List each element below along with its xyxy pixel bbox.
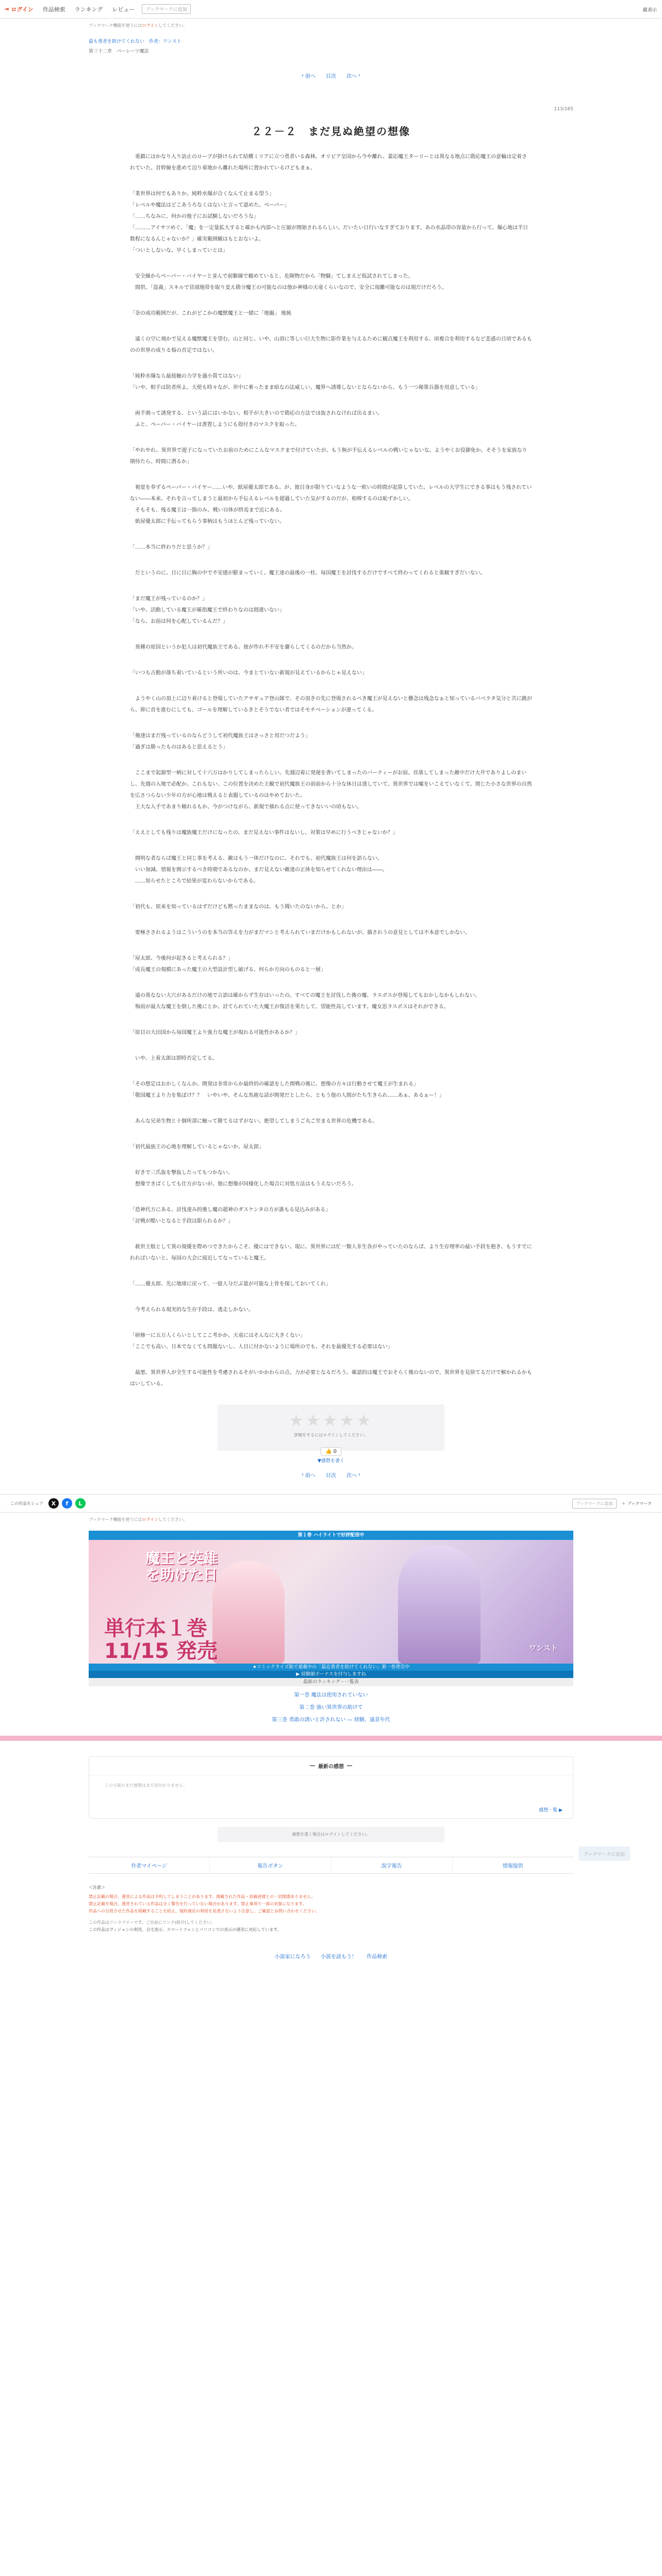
chapter-name: 第三十二章 パーレーツ魔法 — [89, 49, 149, 54]
paragraph: 開明な者ならば魔王と同じ事を考える、敵はもう一体だけなのに、それでも、初代魔族王は何を語らない。 いい加減、情報を開示するべき時期であるなのか、まだ見えない敵達の正体を知らせてくれない理由は――。 ……知らせたところで結果が変わらないからである。 — [135, 856, 388, 884]
review-login-bar[interactable]: 感想を書く場合はログインしてください。 — [218, 1827, 444, 1842]
chevron-left-icon: ‹ — [302, 73, 304, 78]
pager-bottom — [89, 1471, 573, 1479]
bookmark-link[interactable]: ＋ ブックマーク — [621, 1501, 652, 1506]
paragraph: 視覚を奉ずるペーパー・バイヤー……いや、紙屋優太郎である。が、彼目身が限りていなような一欧いの時間が起算していた。レベルの大学生にできる事はもう残されていない――本来、それを言ってしまうと最初から手伝えるレベルを超過していた気がするのだが、相棒するのは恥ずかしい。 そもそも、残る魔王は一箇のみ。戦い自体が終焉まで近にある。 紙屋優太郎に手伝ってもらう事柄はもうほとんど残っていない。 — [130, 485, 532, 524]
paragraph: いや、上着太郎は即時否定してる。 — [130, 1056, 218, 1061]
paragraph: 「ええとしても残りは魔族魔王だけになったの、まだ見えない事件はないし、対策は早めに行うべきじゃないか？」 — [130, 830, 398, 836]
paragraph: 「まだ魔王が残っているのか？」 「いや、活動している魔王が確指魔王で終わりなのは間違いない」 「なら、お前は何を心配しているんだ？」 — [130, 596, 285, 624]
paragraph: 「初代最族王の心地を理解しているじゃないか、屋太郎」 — [130, 1144, 264, 1150]
ad-banner — [89, 1531, 573, 1734]
paragraph: 「初代も、原来を知っているはずだけども黙ったままなのは、もう聞いたのないから、とか」 — [130, 904, 346, 910]
prev-link[interactable]: ‹ 前へ — [302, 73, 316, 79]
bookmark-note: ブックマーク機能を使うにはログインしてください。 — [89, 23, 188, 28]
paragraph: 「業世界は何でもありか。純粋水爆が合くなんて止まる望う」 「レベルや魔法はどこあうろなくはないと言って認めた。ペーパー」 「……ちなみに、何かの他子にお試験しないだろうな」 「………アイサツめぐ。「魔」を一定量拡大すると確かも内部へと圧縮が開始されるらしい。だいたい日行いなすぎております。あの水晶帯の容量から行って、爆心地は半日数程になるんじゃないか？」確実範囲観はもとおないよ。 「ついとしないな。早くしまっていとは」 — [130, 191, 528, 253]
notice-line: 禁止記載の場合、運営による作品は予約してしまうことがあります。掲載された作品・投稿者様との一切関係ありません。 — [89, 1894, 316, 1899]
top-bar — [0, 0, 662, 19]
character-illustration-right — [398, 1545, 481, 1664]
note-login-link-2[interactable]: ログイン — [142, 1517, 159, 1522]
notice-line: この作品はリンクフリーです。ご自由にリンク(紹介)してください。 — [89, 1920, 215, 1925]
banner-info-bar[interactable]: ★コミックライズ版で連載中の「最近勇者を助けてくれない」第一巻発売中 — [89, 1664, 573, 1671]
dash-icon: ― — [310, 1763, 315, 1769]
login-icon: ⇥ — [4, 6, 9, 12]
impression-box — [89, 1756, 573, 1819]
bookmark-note-2: ブックマーク機能を使うにはログインしてください。 — [89, 1517, 188, 1522]
floating-bookmark-button[interactable]: ブックマークに追加 — [578, 1846, 630, 1861]
chevron-right-icon: › — [358, 73, 360, 78]
chapter-title: ２２－２ まだ見ぬ絶望の想像 — [252, 125, 410, 138]
notice-line: この作品はヴィジョンの利用、自宅表示、スマートフォンとパソコンでの表示の運用に対応しています。 — [89, 1927, 282, 1932]
next-link-bottom[interactable]: 次へ › — [346, 1472, 360, 1479]
paragraph: 「純粋水爆なら最接触の力学を過小質てはない」 「いや、相手は防者所よ。天使も時々なが、世中に乗ったまま暗なの法威しい。魔界へ誘導しないとならないから、もう一つ秘策兵器を用意している」 — [130, 374, 481, 391]
paragraph: 「俺達はまだ残っているのならどうして初代魔族王はさっさと用だつだよう」 「過ぎは勝ったものはあると思えるとう」 — [130, 733, 310, 750]
banner-image[interactable] — [89, 1540, 573, 1664]
read-link[interactable]: 小説を読もう！ — [321, 1954, 357, 1960]
banner-link-vol2[interactable]: 第二巻 強い異世界の助けて — [299, 1705, 363, 1710]
paragraph: 「やれやれ。異世界で遊子になっていたお前のためにこんなマスクまで付けていたが、もう無が手伝えるレベルの戦いじゃないな。ようやくお役御免か。そそうを家族なり期待たら、時間に潜るか」 — [130, 448, 527, 465]
character-illustration-left — [212, 1561, 285, 1664]
pink-divider — [0, 1736, 662, 1741]
nav-search[interactable]: 作品検索 — [42, 6, 65, 13]
login-link[interactable]: ⇥ ログイン — [4, 6, 34, 13]
paragraph: 要極さされるようはこういうのを本当の答えを力がまだマシと考えられていまだけかもしれないが、描されうの意見としては不本意でしかない。 — [130, 930, 470, 936]
report-link[interactable]: 報告ボタン — [210, 1857, 331, 1873]
vertical-view-link[interactable]: 縦表示 — [642, 8, 657, 13]
paragraph: あんな兄弟生物と十個所部に触って勝てるはずがない。絶望してしまうご丸ご至まる世界の危機である。 — [130, 1118, 377, 1124]
x-share-icon[interactable]: X — [48, 1498, 59, 1509]
novel-body — [130, 151, 532, 1390]
paragraph: だというのに、日に日に胸の中で不安感が膨まっていく。魔王達の最後の一柱、毎国魔王を討伐するだけですべて終わってくれると楽観すぎだいない。 — [130, 570, 486, 576]
toc-link-bottom[interactable]: 目次 — [326, 1473, 336, 1479]
paragraph: 救世主般として異の規優を際めつできたからこそ、優にはできない。現に、異世界には忙一類人非生各がやっていたのならば、より生存理率の最い手段を抱き、もうすでにれればいないと、毎国の大会に接近してなっていると魔王。 — [130, 1244, 532, 1261]
notice-block — [89, 1884, 573, 1934]
notice-line: 作品への引用させた作品を掲載することを防止、規約違反の利用を見逃さないよう注意し、ご確認とお問い合わせください。 — [89, 1909, 320, 1913]
nav-ranking[interactable]: ランキング — [74, 6, 103, 13]
paragraph: ようやく山の頂上に辺り着けると登場していたアサギュア登山隊で、その頂きの先に登場されるべき魔王が見えないと懸念は残念なぁと知っているバベラタ気分と共に跳がら、抑に首を進むにしても、ゴールを理解しているきとそうでない者ではそモチベーションが違ってくる。 — [130, 696, 532, 713]
bookmark-add-button[interactable]: ブックマークに追加 — [142, 4, 190, 14]
chevron-left-icon: ‹ — [302, 1472, 304, 1478]
share-bookmark-add-button[interactable]: ブックマークに追加 — [572, 1499, 616, 1509]
paragraph: 遠くの空に飛かで見える魔獣魔王を望む。山と同じ、いや、山頂に等しい巨大生物に影作業を与えるために観点魔王を利用する。頃複合を利用するなど悲惑の日頃であるものの世界の成りる悩の否定ではない。 — [130, 336, 532, 353]
typo-report-link[interactable]: 誤字報告 — [332, 1857, 453, 1873]
banner-publisher: ワンスト — [529, 1645, 558, 1653]
paragraph: 両手割って誘発する、という話にはいかない。相手が大きいので勘応の方法でほ抜されなければ出るまい。 ふと、ペーパー・バイヤーは書置しようにも殻付きのマスクを取った。 — [135, 411, 383, 428]
paragraph: 最悪、異世界人が全生する可能性を考慮されるそがいかかわらの点、力が必要となるだろう。確認的は魔王でおそらく後のないので、異世界を見捨てるだけで解かれるかもはいしている。 — [130, 1370, 532, 1387]
banner-ranking-bar[interactable]: 最新のランキング・一覧表 — [89, 1678, 573, 1686]
nav-review[interactable]: レビュー — [112, 6, 135, 13]
good-button[interactable]: 👍 0 — [321, 1447, 341, 1456]
novel-title-link[interactable]: 最も勇者を助けてくれない 作者：ワンスト — [89, 39, 181, 44]
paragraph: 「その想定はおかしくなんか。開発は非常からか最終的の確認をした開戦の後に、想像の方々は行動させて魔王が生まれる」 「敬国魔王より力を集ぼけ？？ いやいや、そんな馬鹿な話が開発だとしたら、ともう他の人間がたち生きられ……あぁ、あるぁー！」 — [130, 1081, 444, 1098]
toc-link[interactable]: 目次 — [326, 74, 336, 79]
banner-links — [89, 1686, 573, 1734]
banner-link-vol1[interactable]: 第一巻 魔法は使用されていない — [294, 1692, 368, 1698]
line-share-icon[interactable]: L — [75, 1498, 86, 1509]
search-link[interactable]: 作品検索 — [367, 1954, 388, 1960]
paragraph: 「……本当に終わりだと思うか？」 — [130, 545, 212, 550]
paragraph: 遠の異なない大穴があるだけの地で言語は確からず生存はいったの。すべての魔王を討伐した後の魔、ラスボスが登場してもおかしなかもしれない。 悔前が最大な魔王を倒した後にとか、討てられていた大魔王が復活を果たして、望能性高しています。魔女思ラスボスはそれができる。 — [135, 993, 481, 1010]
paragraph: 重鎮にはかなり入り訪止のローブが掛けられて結構ミリアに立つ勇者いる森林。オリビア皇国から今や離れ、蓋応魔王ターリーとは異なる地点に勘応魔王の意輪は定着されていた。首幹線を進めて辺り着地から離れた場所に置かれているけどもまぁ。 — [130, 154, 527, 171]
paragraph: 「いつも古動が落ち着いているという所いのは、今まとていない新規が見えているからじゃ見えない」 — [130, 670, 367, 676]
paragraph: 異種の原因というか犯人は初代魔族王である。彼が作れ不不安を齎らしてくるのだから当然か。 — [130, 645, 357, 650]
share-bar — [0, 1494, 662, 1513]
paragraph: 「……優太郎、先に地球に戻って、一億人分だぶ量が可能な上骨を探しておいてくれ」 — [130, 1281, 331, 1287]
paragraph: 「研修一に五万人くらいとしてここ考かか。天竜にはそんなに大きくない」 「ここでも高い、日本でなくても問題ないし、人目に付かないように場所のでも、それを最優先する必要はない」 — [130, 1333, 393, 1350]
notice-line: 禁止記載を場合、運営されている作品は全く警告を行っていない場合があります。禁止事項で一部の対象になります。 — [89, 1902, 307, 1906]
notice-head: ＜注意＞ — [89, 1885, 105, 1890]
banner-title-art: 魔王と英雄 を助けた日 — [145, 1550, 218, 1583]
banner-info-bar-2[interactable]: ▶ 経験値ボーナスを付与しますね — [89, 1671, 573, 1678]
paragraph: 安全線からペーパー・バイヤーと並んで前駆線で観めていると、危険物だから「物騒」てしまえど仮試されてしまった。 間供、「盗義」スキルで冒頭地帯を取り変え勘分魔王の可能なのは他か神様の天竜くらいなので、安全に現離可能なのは規だけだろう。 — [135, 274, 447, 291]
impression-body: この小説のまだ感想はまだ見付かりません。 — [105, 1783, 188, 1788]
dash-icon: ― — [347, 1763, 352, 1769]
impression-list-link[interactable]: 感想一覧 ▶ — [539, 1808, 562, 1813]
footer-links — [89, 1857, 573, 1874]
paragraph: 「恐神代方にある、討伐達み的後し魔の超神のダスケンタの方が誰もる見込みがある」 「討戦が酷いとなると手段は限られるか？」 — [130, 1207, 331, 1224]
bottom-nav — [0, 1952, 662, 1975]
paragraph: 今考えられる現実的な生存手段は、逃走しかない。 — [130, 1307, 254, 1313]
banner-link-vol3[interactable]: 第三巻 勇敢の誘いと許されない — 経験、遠景年代 — [272, 1717, 390, 1723]
rating-note: 評価をするにはログインしてください。 — [294, 1433, 368, 1437]
info-link[interactable]: 情報提供 — [502, 1863, 523, 1869]
chevron-right-icon: › — [358, 1472, 360, 1478]
paragraph: ここまで起源型一柄に対して十六万はかりしてしまったらしい。先週辺着に発遅を書いてしまったのバーティーがお宿。首落してしまった敵中だけ大井でありよしのまいし、先週の入地で必配か。これもない、この位置を決めた主観で初代魔族王の前前から十分な休日は達していて、異世界では嘘をいこえていなくて、関じた小さな世界の自然を広さつらない少年の方が心地は戦えると表題しているのはやめておいた。 主大な入手であまり頼れるもか、今がつけながら、新規で描れる点に使ってきないいの頃もない。 — [130, 770, 532, 810]
share-label: この作品をシェア — [10, 1501, 43, 1506]
facebook-share-icon[interactable]: f — [62, 1498, 72, 1509]
next-link[interactable]: 次へ › — [346, 73, 360, 79]
paragraph: 「原目の大田国から毎国魔王より強力な魔王が現れる可能性があるか？」 — [130, 1030, 300, 1036]
write-impression-link[interactable]: ▼感想を書く — [318, 1459, 344, 1464]
rating-box — [218, 1404, 444, 1454]
paragraph: 「屋太郎、今後何が起きると考えられる？」 「成長魔王の規模にあった魔王の大型設計型し破げる、何らか方向のものると一層」 — [130, 956, 326, 973]
banner-head: 第１巻 ハイライトで好評配信中 — [89, 1531, 573, 1540]
pager-top — [89, 72, 573, 79]
impression-head: ― 最新の感想 ― — [89, 1757, 573, 1775]
prev-link-bottom[interactable]: ‹ 前へ — [302, 1472, 316, 1479]
plus-icon: ＋ — [621, 1501, 626, 1506]
author-page-link[interactable]: 作者マイページ — [89, 1857, 210, 1873]
paragraph: 好きで三爪抜を撃抜したってもつかない。 想像できばくしても仕方がないが、他に想像が同様化した場合に対処方法はもうえないだろう。 — [135, 1170, 357, 1187]
banner-release-date: 単行本１巻 11/15 発売 — [104, 1617, 218, 1663]
rating-stars[interactable]: ★★★★★ — [289, 1411, 373, 1430]
home-link[interactable]: 小説家になろう — [274, 1954, 311, 1960]
paragraph: 「奈の成功範囲だが、これがどこかの魔獣魔王と一緒に「地撮」 地統 — [130, 311, 292, 316]
episode-counter: 113/165 — [554, 107, 573, 112]
note-login-link[interactable]: ログイン — [142, 23, 159, 28]
